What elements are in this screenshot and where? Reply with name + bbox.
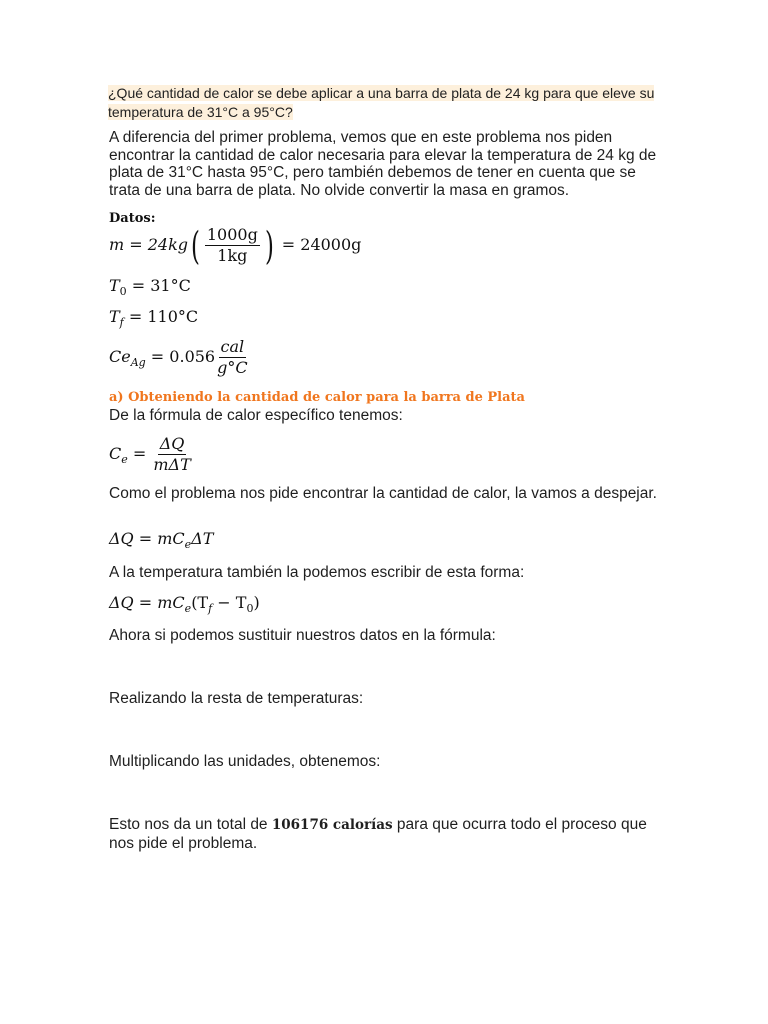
sustituir-text: Ahora si podemos sustituir nuestros datos en la fórmula: (109, 627, 496, 644)
multiplicando-text: Multiplicando las unidades, obtenemos: (109, 753, 381, 770)
heat-equation-expanded: $\Delta Q = mC_e(T_f - T_0)$ (109, 593, 260, 616)
question-text: ¿Qué cantidad de calor se debe aplicar a una barra de plata de 24 kg para que eleve su temperatura de 31°C a 95°C? (108, 85, 655, 120)
final-result-paragraph: Esto nos da un total de 106176 calorías para que ocurra todo el proceso que nos pide el problema. (109, 816, 647, 852)
forma-text: A la temperatura también la podemos escribir de esta forma: (109, 564, 525, 581)
heat-equation: $\Delta Q = mC_e\Delta T$ (109, 529, 214, 552)
mass-conversion-formula: m = 24kg( $\frac{1000g}{1kg}$ ) = 24000g (109, 223, 362, 268)
intro-paragraph: A diferencia del primer problema, vemos que en este problema nos piden encontrar la cantidad de calor necesaria para elevar la temperatura de 24 kg de plata de 31°C hasta 95°C, pero también debemos de tener en cuenta que se trata de una barra de plata. No olvide convertir la masa en gramos. (109, 129, 657, 199)
formula-intro-text: De la fórmula de calor específico tenemos: (109, 407, 403, 424)
final-temperature-formula: $T_f = 110^\circ C$ (109, 307, 199, 330)
despejar-text: Como el problema nos pide encontrar la cantidad de calor, la vamos a despejar. (109, 485, 657, 502)
specific-heat-formula: $C_e$ = $\frac{\Delta Q}{\text{mΔT}}$ (109, 434, 191, 474)
resta-text: Realizando la resta de temperaturas: (109, 690, 364, 707)
result-value: 106176 calorías (271, 817, 393, 833)
initial-temperature-formula: $T_0 = 31^\circ C$ (109, 276, 191, 299)
specific-heat-silver-formula: $Ce_{Ag} = 0.056$ $\frac{\text{cal}}{g^\circ C}$ (109, 337, 248, 377)
section-heading-a: a) Obteniendo la cantidad de calor para la barra de Plata (109, 390, 525, 405)
datos-label: Datos: (109, 211, 156, 226)
